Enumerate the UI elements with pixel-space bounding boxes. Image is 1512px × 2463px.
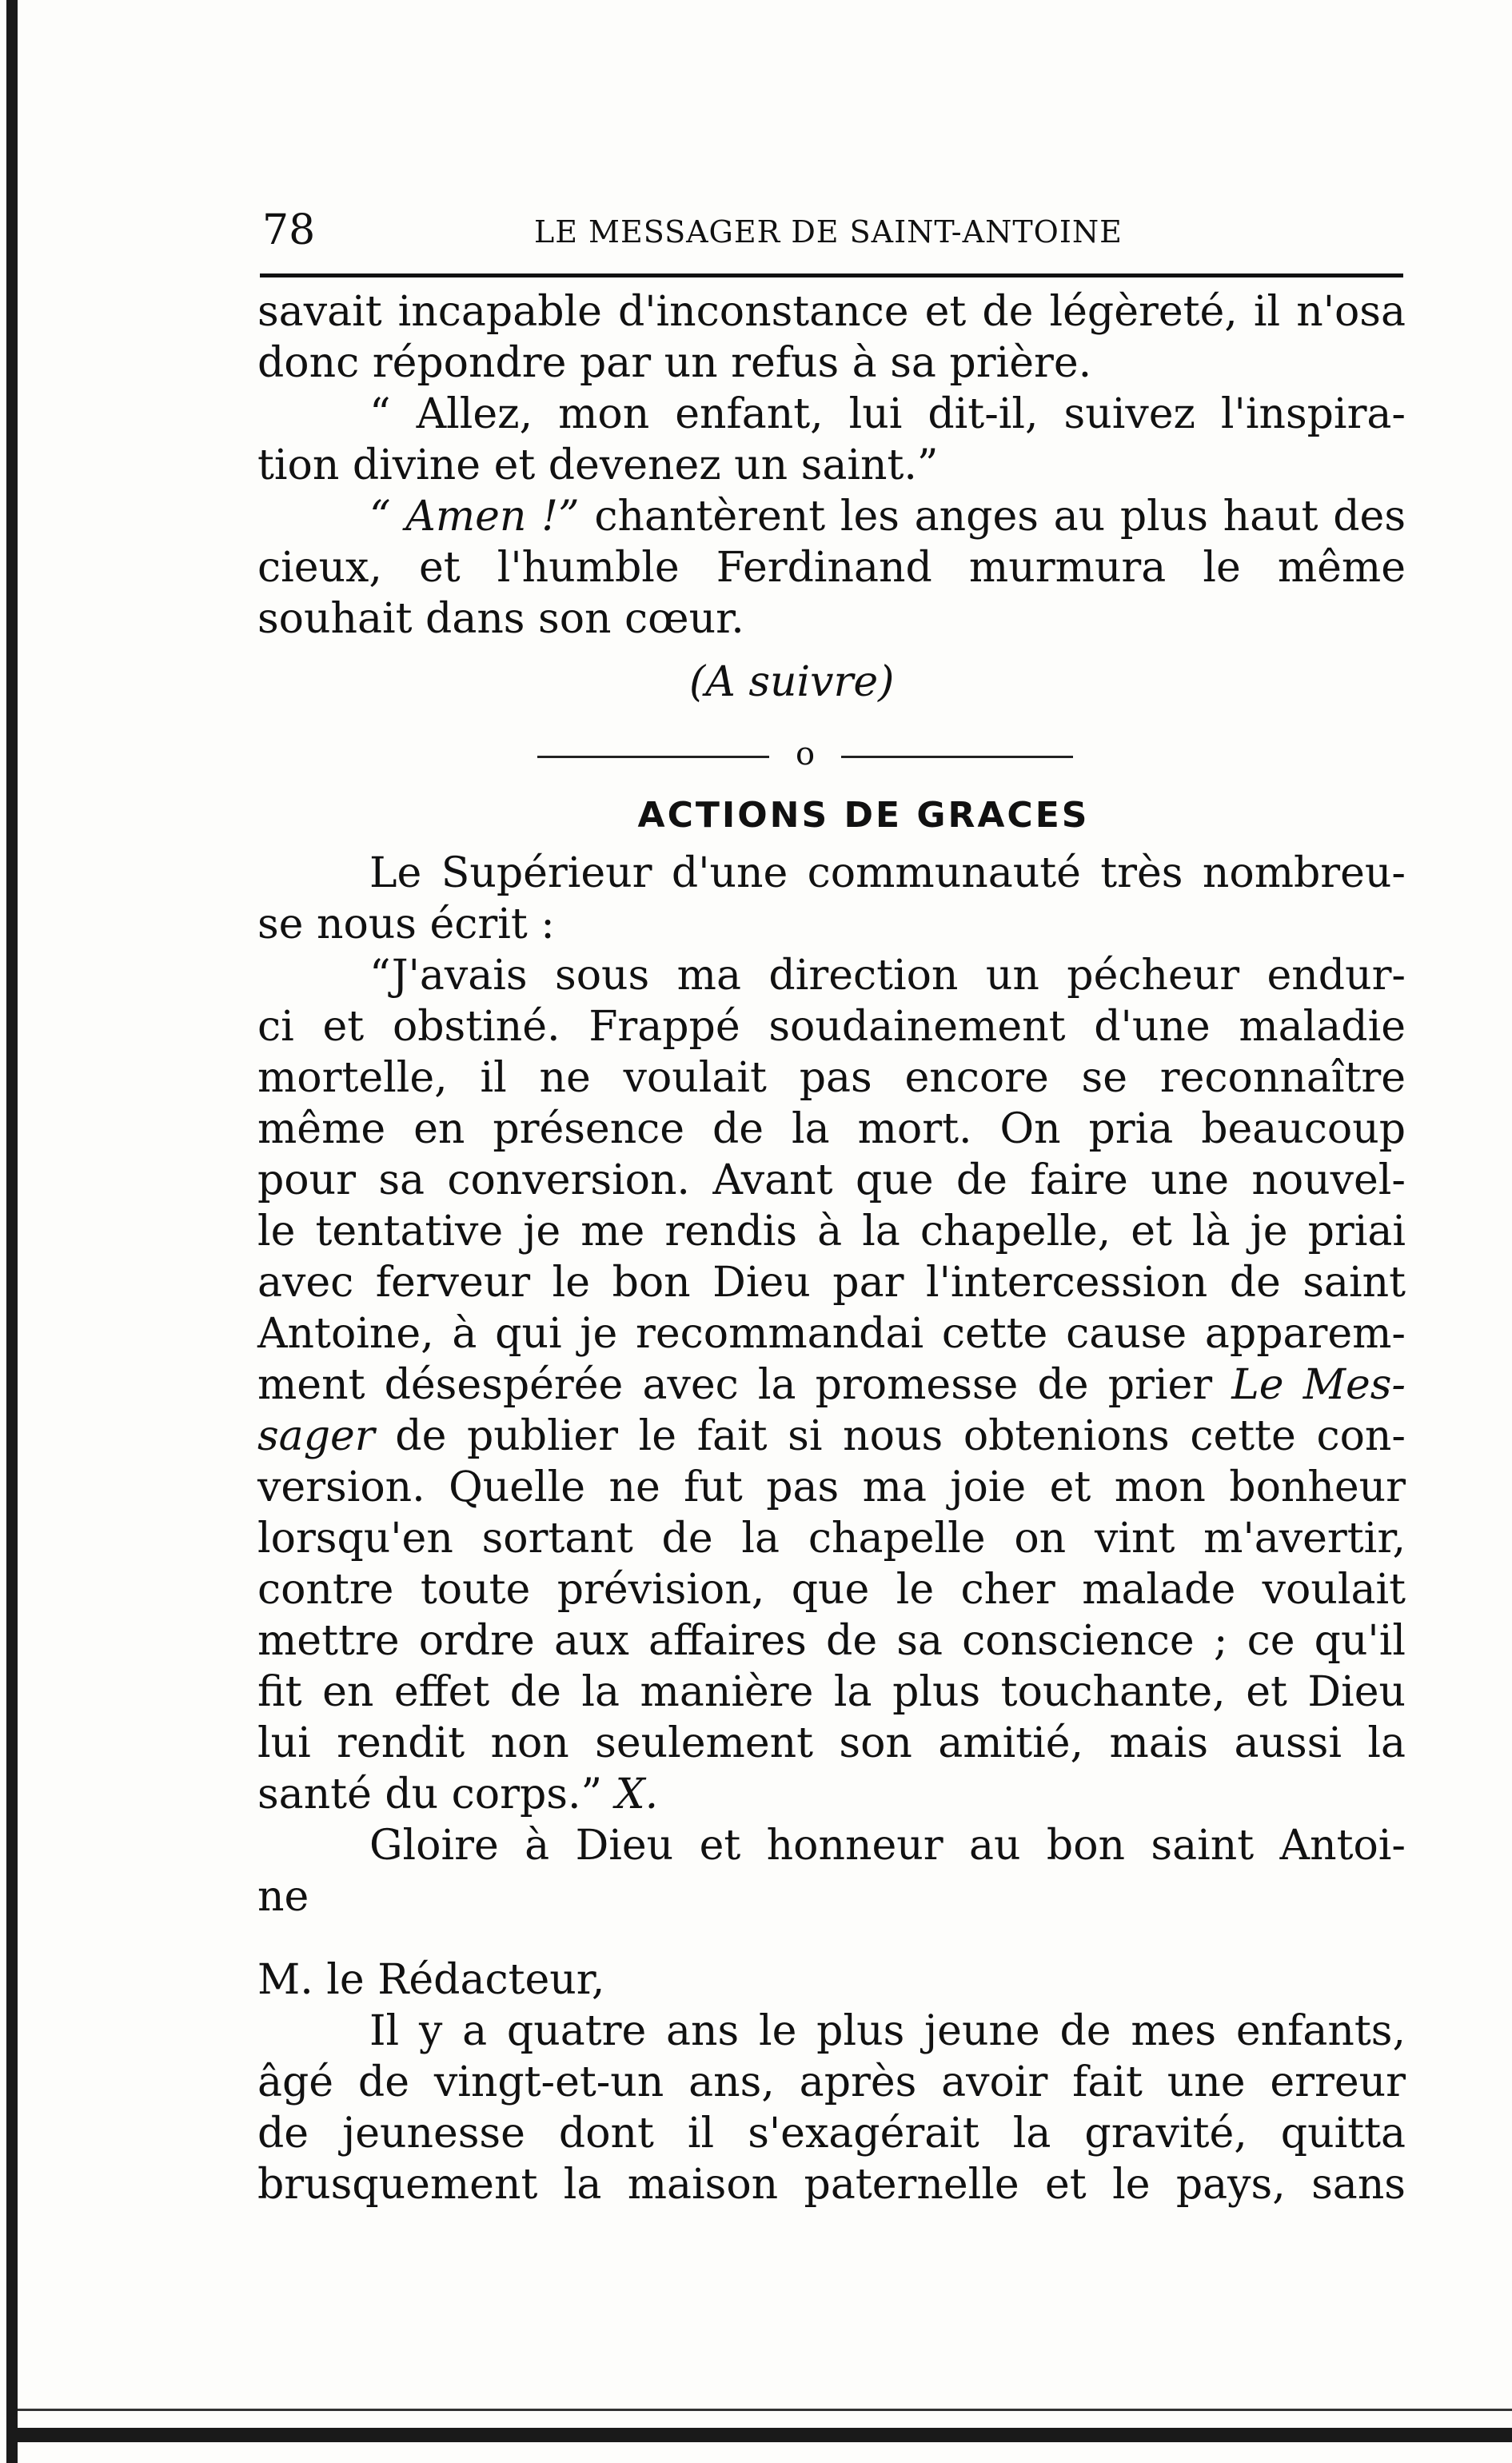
text-line: âgé de vingt-et-un ans, après avoir fait une erreur bbox=[257, 2058, 1406, 2106]
text-line: même en présence de la mort. On pria beaucoup bbox=[257, 1105, 1406, 1153]
text-line: “J'avais sous ma direction un pécheur endur- bbox=[369, 952, 1406, 1000]
text-line: souhait dans son cœur. bbox=[257, 595, 744, 643]
text-line bbox=[257, 1411, 1406, 1462]
a-suivre-note: (A suivre) bbox=[689, 658, 895, 706]
text-line bbox=[257, 1359, 1406, 1411]
text-line: Gloire à Dieu et honneur au bon saint Antoi- bbox=[369, 1822, 1406, 1870]
text-line: fit en effet de la manière la plus touchante, et Dieu bbox=[257, 1668, 1406, 1716]
text-line: cieux, et l'humble Ferdinand murmura le même bbox=[257, 544, 1406, 592]
text-line: lorsqu'en sortant de la chapelle on vint m'avertir, bbox=[257, 1515, 1406, 1563]
text-line: version. Quelle ne fut pas ma joie et mon bonheur bbox=[257, 1463, 1406, 1511]
text-line: ne bbox=[257, 1873, 309, 1921]
text-line: se nous écrit : bbox=[257, 900, 555, 948]
text-line: Le Supérieur d'une communauté très nombreu- bbox=[369, 849, 1406, 897]
text-line: contre toute prévision, que le cher malade voulait bbox=[257, 1566, 1406, 1614]
running-title: LE MESSAGER DE SAINT-ANTOINE bbox=[534, 214, 1123, 249]
text-line: lui rendit non seulement son amitié, mais aussi la bbox=[257, 1719, 1406, 1767]
section-separator bbox=[257, 720, 1406, 784]
scan-left-edge bbox=[6, 0, 18, 2463]
sager-title-italic: sager bbox=[257, 1412, 375, 1460]
text-line: avec ferveur le bon Dieu par l'intercession de saint bbox=[257, 1259, 1406, 1307]
text-line: ci et obstiné. Frappé soudainement d'une maladie bbox=[257, 1003, 1406, 1051]
text-line: mettre ordre aux affaires de sa conscience ; ce qu'il bbox=[257, 1617, 1406, 1665]
text-line: Il y a quatre ans le plus jeune de mes enfants, bbox=[369, 2007, 1406, 2055]
text-line: tion divine et devenez un saint.” bbox=[257, 441, 939, 489]
text-line: le tentative je me rendis à la chapelle, et là je priai bbox=[257, 1208, 1406, 1255]
text-line: pour sa conversion. Avant que de faire une nouvel- bbox=[257, 1156, 1406, 1204]
text-line bbox=[257, 491, 1406, 542]
messager-before: ment désespérée avec la promesse de prier bbox=[257, 1361, 1232, 1409]
text-line: brusquement la maison paternelle et le pays, sans bbox=[257, 2161, 1406, 2209]
scan-bottom-thin-rule bbox=[18, 2409, 1512, 2411]
signature-x: X. bbox=[615, 1770, 659, 1818]
text-line: “ Allez, mon enfant, lui dit-il, suivez l'inspira- bbox=[369, 390, 1406, 438]
section-title: ACTIONS DE GRACES bbox=[637, 795, 1090, 836]
header-rule bbox=[260, 273, 1403, 277]
text-line: mortelle, il ne voulait pas encore se reconnaître bbox=[257, 1054, 1406, 1102]
page-body bbox=[257, 286, 1406, 2210]
messager-title-italic: Le Mes- bbox=[1231, 1361, 1406, 1409]
page-number: 78 bbox=[262, 206, 316, 254]
text-line: de jeunesse dont il s'exagérait la gravité, quitta bbox=[257, 2110, 1406, 2158]
salutation: M. le Rédacteur, bbox=[257, 1956, 605, 2004]
amen-italic: “ Amen !” bbox=[369, 493, 580, 541]
text-line: Antoine, à qui je recommandai cette cause apparem- bbox=[257, 1310, 1406, 1358]
page-header bbox=[262, 198, 1406, 262]
sante-before: santé du corps.” bbox=[257, 1770, 616, 1818]
amen-rest: chantèrent les anges au plus haut des bbox=[579, 493, 1406, 541]
paragraph-gap bbox=[257, 1922, 1406, 1954]
text-line bbox=[257, 1769, 1406, 1820]
separator-ornament: o bbox=[769, 734, 841, 774]
scan-bottom-edge bbox=[18, 2428, 1512, 2442]
sager-after: de publier le fait si nous obtenions cette con- bbox=[374, 1412, 1406, 1460]
text-line: donc répondre par un refus à sa prière. bbox=[257, 339, 1092, 387]
text-line: savait incapable d'inconstance et de légèreté, il n'osa bbox=[257, 288, 1406, 336]
